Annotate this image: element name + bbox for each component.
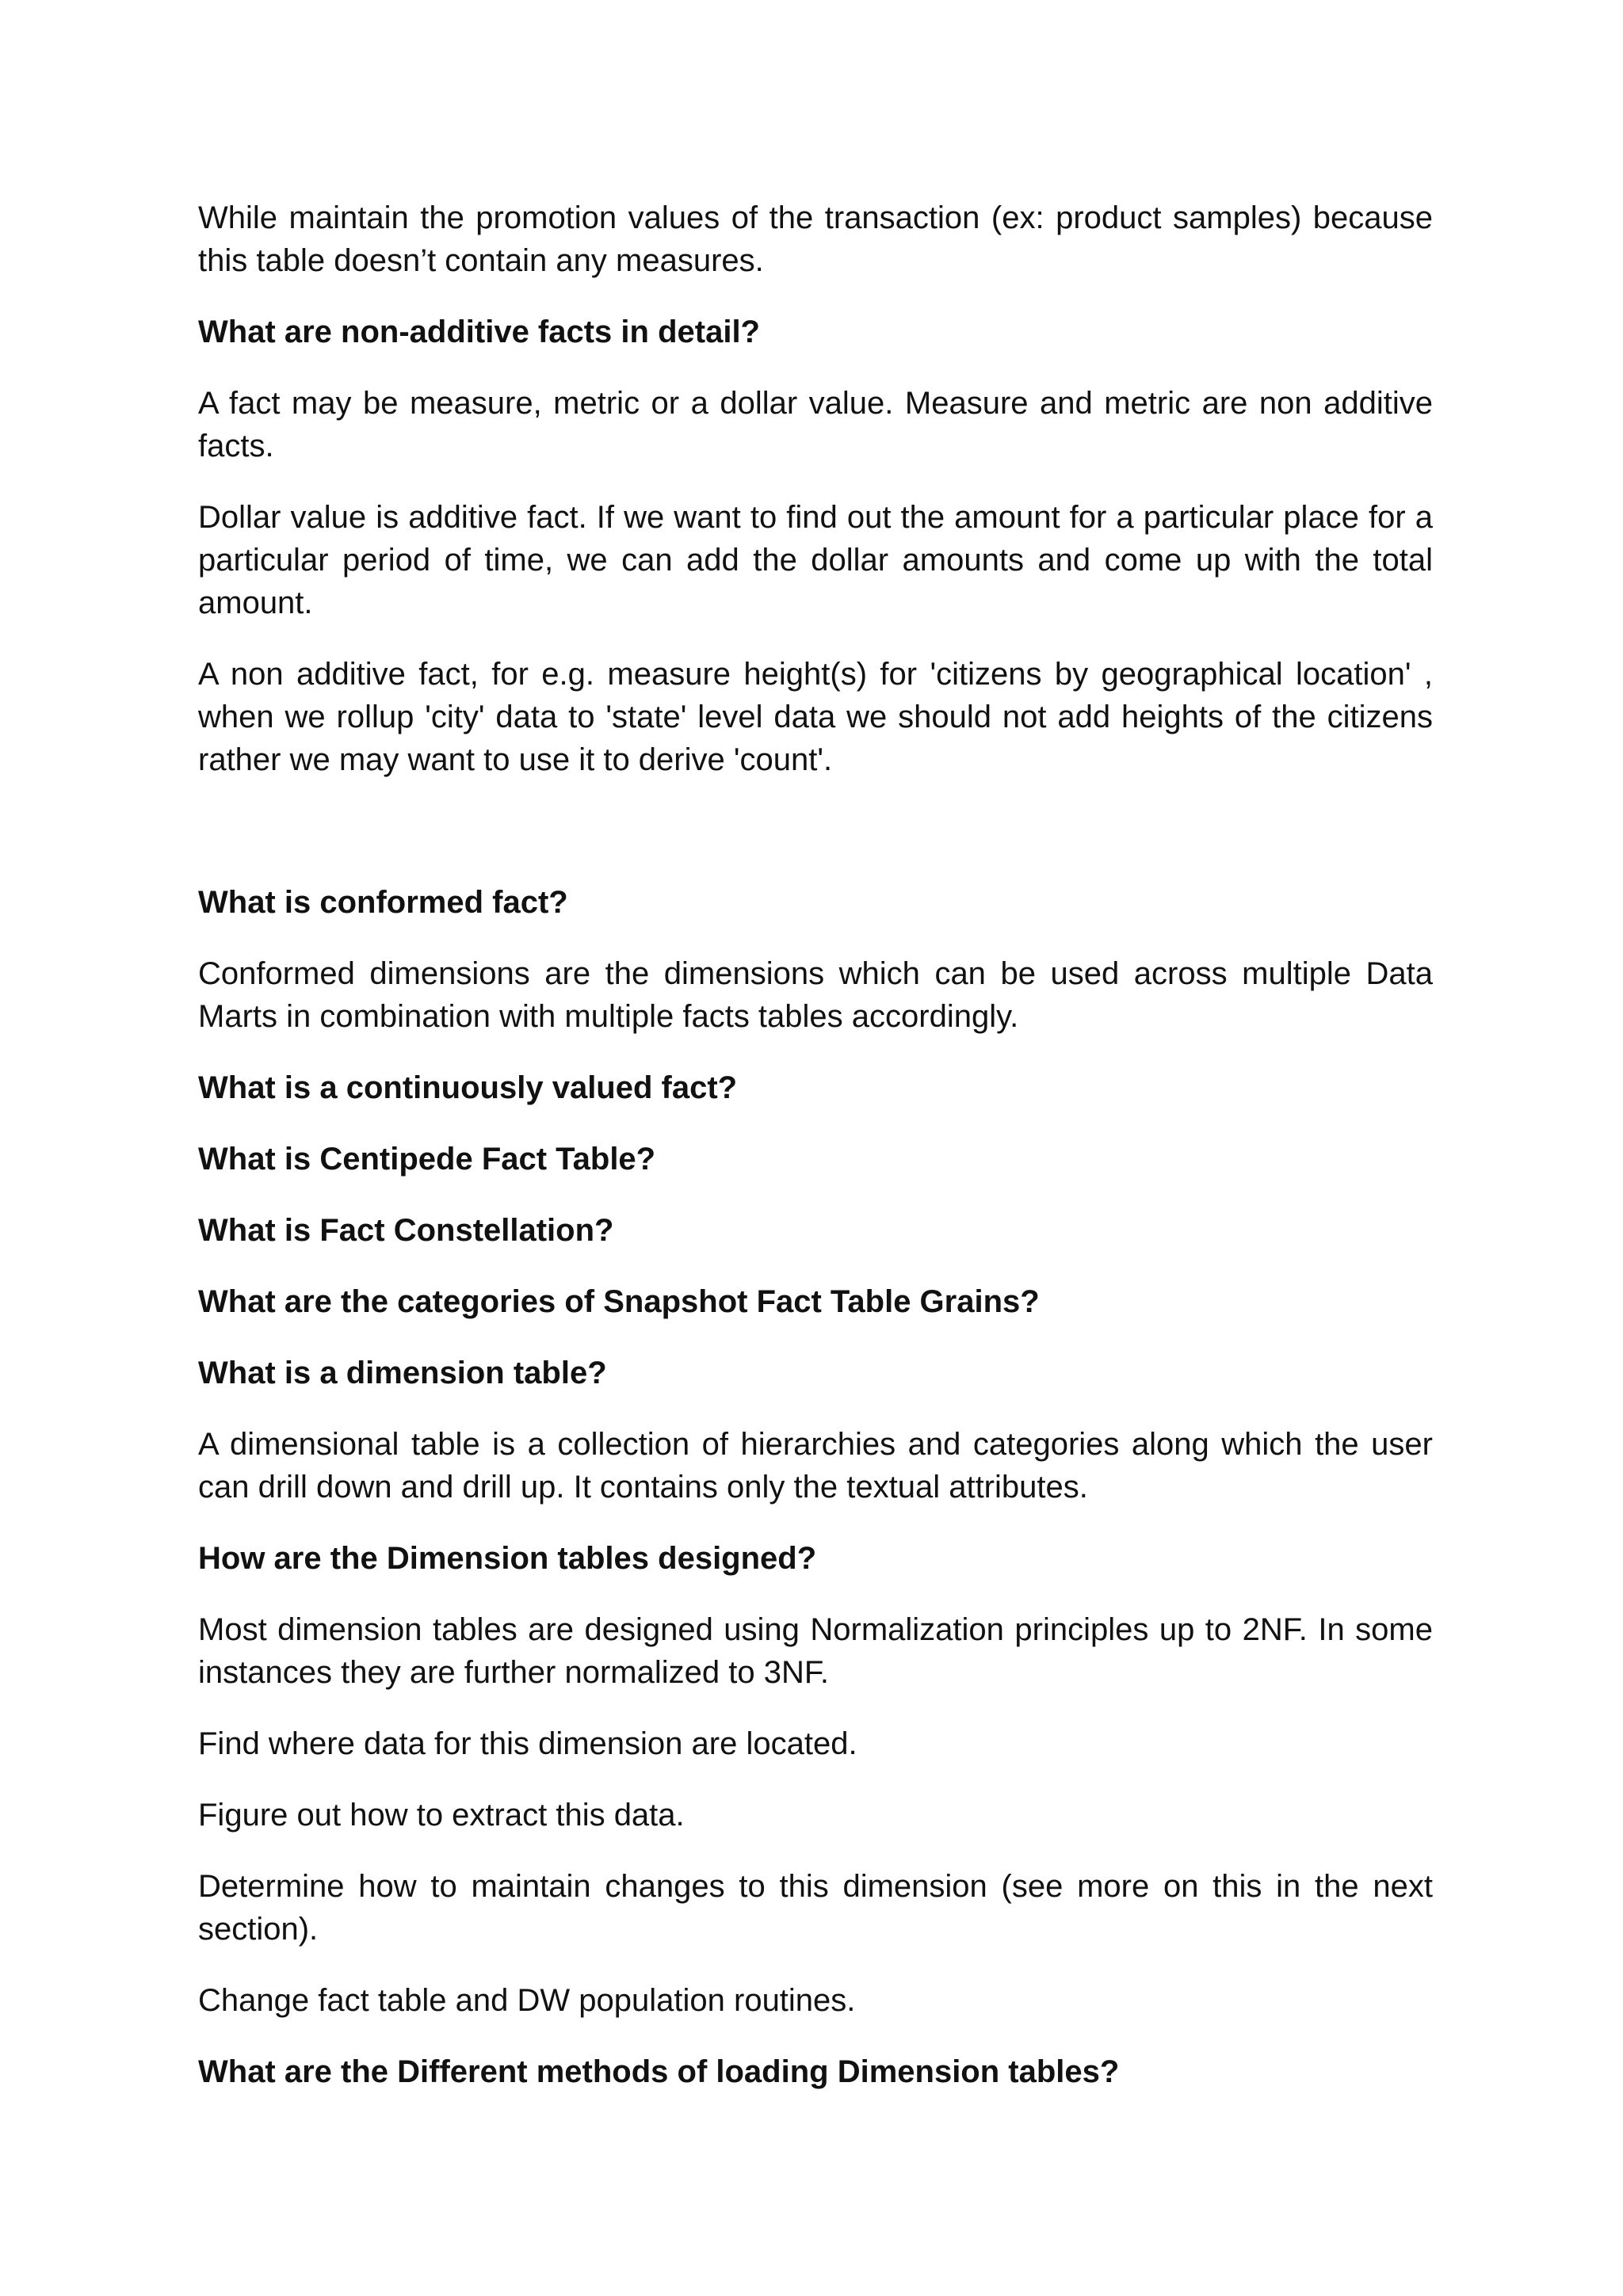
heading-fact-constellation: What is Fact Constellation? <box>198 1213 614 1248</box>
paragraph-find-data: Find where data for this dimension are located. <box>198 1726 857 1761</box>
paragraph-extract-data: Figure out how to extract this data. <box>198 1798 685 1833</box>
heading-non-additive-facts: What are non-additive facts in detail? <box>198 315 760 349</box>
paragraph-normalization: Most dimension tables are designed using Normalization principles up to 2NF. In some instances they are further normalized to 3NF. <box>198 1612 1433 1690</box>
paragraph-dimension-table-definition: A dimensional table is a collection of hierarchies and categories along which the user can drill down and drill up. It contains only the textual attributes. <box>198 1427 1433 1505</box>
blank-space <box>198 810 1433 881</box>
heading-continuously-valued-fact: What is a continuously valued fact? <box>198 1070 738 1105</box>
heading-conformed-fact: What is conformed fact? <box>198 885 568 920</box>
paragraph-dollar-value: Dollar value is additive fact. If we want to find out the amount for a particular place for a particular period of time, we can add the dollar amounts and come up with the total amount. <box>198 500 1433 620</box>
paragraph-promotion-values: While maintain the promotion values of the transaction (ex: product samples) because this table doesn’t contain any measures. <box>198 200 1433 278</box>
document-page <box>198 196 1433 2122</box>
heading-loading-methods: What are the Different methods of loading Dimension tables? <box>198 2054 1120 2089</box>
paragraph-non-additive-example: A non additive fact, for e.g. measure height(s) for 'citizens by geographical location' , when we rollup 'city' data to 'state' level data we should not add heights of the citizens rather we may want to use it to derive 'count'. <box>198 657 1433 777</box>
paragraph-maintain-changes: Determine how to maintain changes to this dimension (see more on this in the next section). <box>198 1869 1433 1947</box>
heading-dimension-table: What is a dimension table? <box>198 1356 607 1390</box>
heading-dimension-design: How are the Dimension tables designed? <box>198 1541 817 1576</box>
paragraph-change-fact-table: Change fact table and DW population routines. <box>198 1983 856 2018</box>
paragraph-fact-types: A fact may be measure, metric or a dollar value. Measure and metric are non additive facts. <box>198 386 1433 463</box>
heading-centipede-fact-table: What is Centipede Fact Table? <box>198 1142 656 1177</box>
paragraph-conformed-dimensions: Conformed dimensions are the dimensions which can be used across multiple Data Marts in combination with multiple facts tables accordingly. <box>198 956 1433 1034</box>
heading-snapshot-grains: What are the categories of Snapshot Fact Table Grains? <box>198 1284 1040 1319</box>
